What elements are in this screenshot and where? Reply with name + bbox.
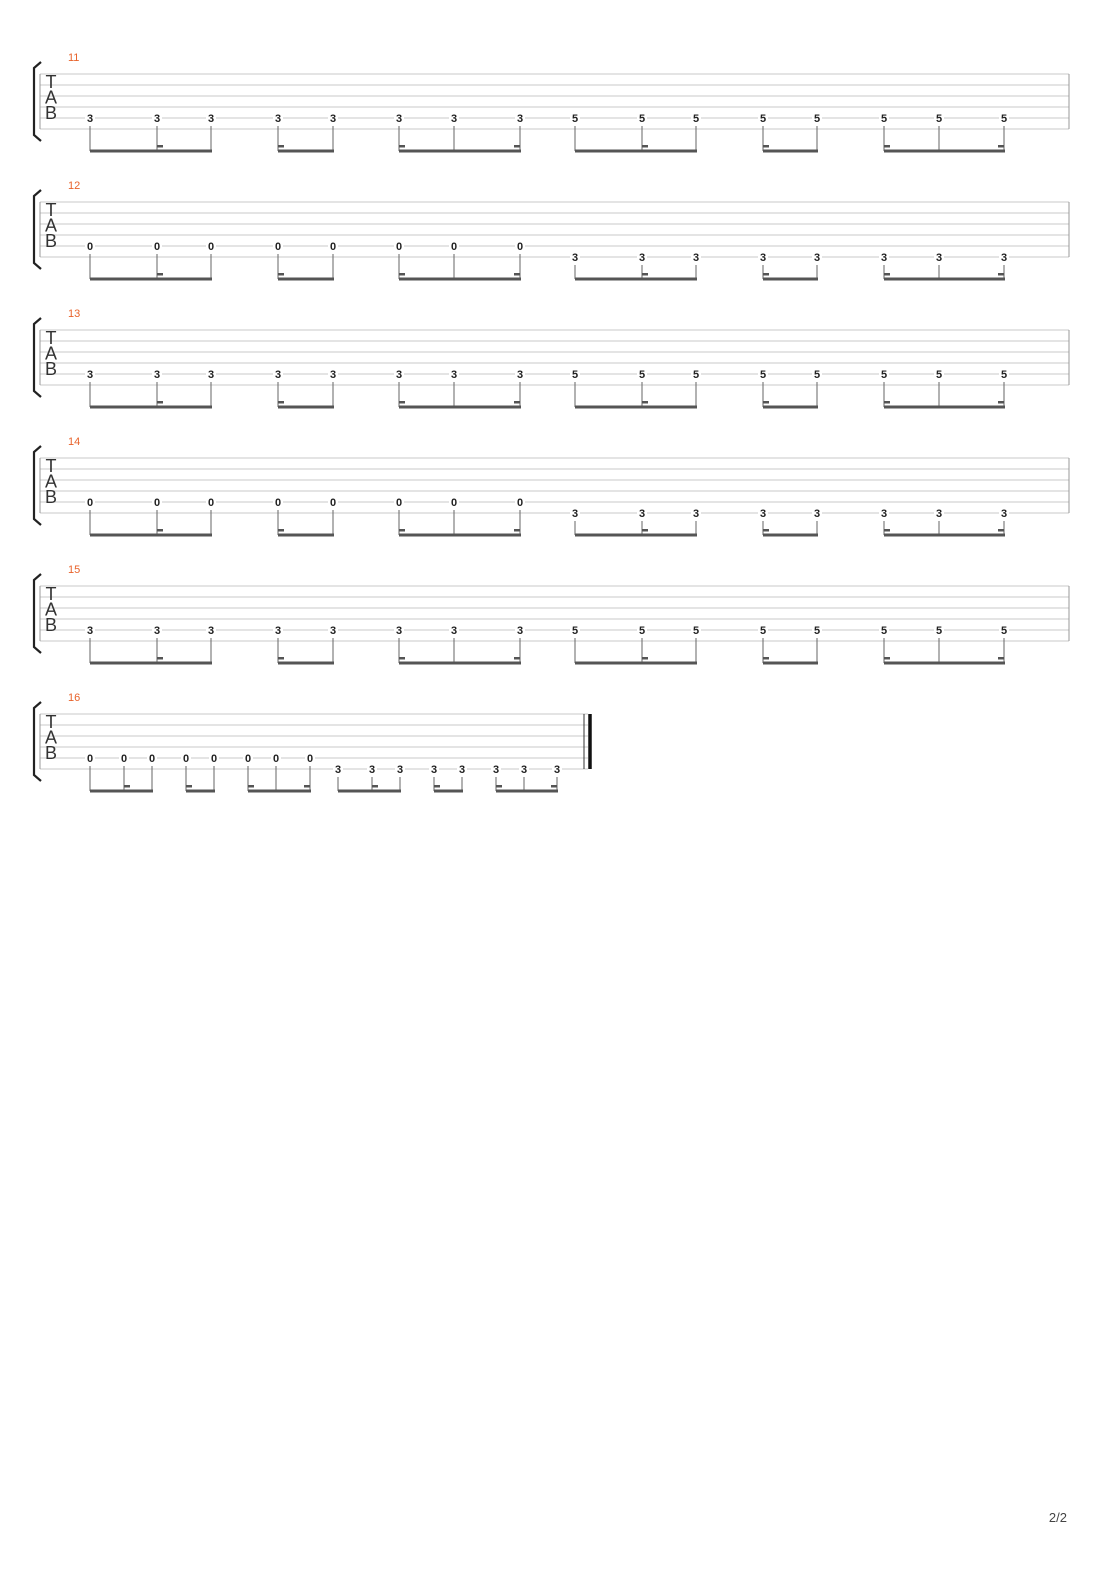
fret-number: 0 xyxy=(86,241,94,253)
tab-clef-letter: A xyxy=(44,471,58,492)
fret-number: 3 xyxy=(638,508,646,520)
beam-stub xyxy=(248,785,254,788)
fret-number: 0 xyxy=(182,753,190,765)
fret-number: 3 xyxy=(571,252,579,264)
tab-clef-letter: T xyxy=(45,72,57,92)
beam-stub xyxy=(998,529,1004,532)
beam xyxy=(575,662,697,665)
tab-clef-letter: B xyxy=(44,231,58,251)
beam xyxy=(338,790,401,793)
beam-stub xyxy=(496,785,502,788)
beam-stub xyxy=(551,785,557,788)
fret-number: 0 xyxy=(207,497,215,509)
beam xyxy=(90,406,212,409)
beam-stub xyxy=(157,657,163,660)
beam-stub xyxy=(304,785,310,788)
fret-number: 5 xyxy=(692,113,700,125)
fret-number: 3 xyxy=(759,252,767,264)
tab-clef-letter: B xyxy=(44,615,58,635)
beam-stub xyxy=(372,785,378,788)
beam-stub xyxy=(278,145,284,148)
tab-clef-letter: T xyxy=(45,328,57,348)
tab-clef-letter: B xyxy=(44,487,58,507)
tab-system xyxy=(34,308,1069,409)
tab-clef-letter: B xyxy=(44,103,58,123)
fret-number: 5 xyxy=(759,113,767,125)
fret-number: 0 xyxy=(244,753,252,765)
fret-number: 0 xyxy=(153,497,161,509)
beam xyxy=(278,278,334,281)
fret-number: 3 xyxy=(329,625,337,637)
measure-number: 16 xyxy=(68,692,81,704)
beam xyxy=(90,278,212,281)
beam xyxy=(763,150,818,153)
tab-system xyxy=(34,52,1069,153)
beam xyxy=(434,790,463,793)
fret-number: 3 xyxy=(274,625,282,637)
fret-number: 0 xyxy=(450,497,458,509)
fret-number: 3 xyxy=(395,369,403,381)
beam xyxy=(399,406,521,409)
fret-number: 5 xyxy=(759,369,767,381)
fret-number: 0 xyxy=(120,753,128,765)
beam-stub xyxy=(434,785,440,788)
fret-number: 0 xyxy=(153,241,161,253)
fret-number: 3 xyxy=(935,252,943,264)
fret-number: 3 xyxy=(274,369,282,381)
beam-stub xyxy=(763,145,769,148)
beam xyxy=(763,662,818,665)
beam xyxy=(575,406,697,409)
beam-stub xyxy=(642,145,648,148)
fret-number: 3 xyxy=(153,625,161,637)
tab-clef-letter: T xyxy=(45,712,57,732)
beam xyxy=(90,534,212,537)
fret-number: 0 xyxy=(210,753,218,765)
fret-number: 0 xyxy=(395,241,403,253)
beam xyxy=(248,790,311,793)
tab-clef-letter: B xyxy=(44,743,58,763)
fret-number: 3 xyxy=(1000,508,1008,520)
fret-number: 0 xyxy=(329,497,337,509)
beam xyxy=(278,534,334,537)
measure-number: 15 xyxy=(68,564,81,576)
fret-number: 3 xyxy=(153,113,161,125)
tab-clef-letter: T xyxy=(45,200,57,220)
fret-number: 0 xyxy=(516,241,524,253)
beam-stub xyxy=(763,273,769,276)
tab-clef-letter: A xyxy=(44,343,58,364)
fret-number: 3 xyxy=(880,508,888,520)
fret-number: 0 xyxy=(450,241,458,253)
fret-number: 0 xyxy=(207,241,215,253)
beam-stub xyxy=(763,401,769,404)
beam-stub xyxy=(514,273,520,276)
beam xyxy=(399,662,521,665)
fret-number: 3 xyxy=(759,508,767,520)
fret-number: 0 xyxy=(274,497,282,509)
fret-number: 3 xyxy=(395,625,403,637)
beam-stub xyxy=(642,273,648,276)
fret-number: 3 xyxy=(368,764,376,776)
measure-number: 13 xyxy=(68,308,81,320)
beam xyxy=(399,278,521,281)
tab-system xyxy=(34,692,590,793)
tab-clef-letter: T xyxy=(45,456,57,476)
fret-number: 5 xyxy=(935,113,943,125)
fret-number: 3 xyxy=(207,625,215,637)
beam-stub xyxy=(642,657,648,660)
beam-stub xyxy=(514,657,520,660)
fret-number: 3 xyxy=(274,113,282,125)
fret-number: 3 xyxy=(450,113,458,125)
fret-number: 0 xyxy=(274,241,282,253)
fret-number: 5 xyxy=(935,625,943,637)
fret-number: 3 xyxy=(520,764,528,776)
fret-number: 3 xyxy=(334,764,342,776)
beam xyxy=(90,150,212,153)
beam xyxy=(763,278,818,281)
beam-stub xyxy=(514,401,520,404)
beam xyxy=(186,790,215,793)
fret-number: 3 xyxy=(450,625,458,637)
measure-number: 14 xyxy=(68,436,81,448)
tab-system xyxy=(34,180,1069,281)
tab-clef-letter: B xyxy=(44,359,58,379)
fret-number: 3 xyxy=(450,369,458,381)
fret-number: 3 xyxy=(516,625,524,637)
beam xyxy=(278,662,334,665)
fret-number: 0 xyxy=(86,497,94,509)
beam-stub xyxy=(124,785,130,788)
tab-clef-letter: T xyxy=(45,584,57,604)
fret-number: 3 xyxy=(86,625,94,637)
beam-stub xyxy=(157,273,163,276)
beam-stub xyxy=(399,273,405,276)
fret-number: 0 xyxy=(395,497,403,509)
fret-number: 3 xyxy=(813,508,821,520)
fret-number: 3 xyxy=(207,369,215,381)
fret-number: 0 xyxy=(306,753,314,765)
beam-stub xyxy=(399,145,405,148)
beam-stub xyxy=(157,401,163,404)
fret-number: 5 xyxy=(880,369,888,381)
beam-stub xyxy=(514,145,520,148)
beam xyxy=(575,534,697,537)
fret-number: 5 xyxy=(692,625,700,637)
beam xyxy=(399,150,521,153)
fret-number: 3 xyxy=(692,252,700,264)
fret-number: 3 xyxy=(86,113,94,125)
fret-number: 5 xyxy=(692,369,700,381)
fret-number: 0 xyxy=(272,753,280,765)
beam-stub xyxy=(278,529,284,532)
fret-number: 5 xyxy=(813,113,821,125)
fret-number: 3 xyxy=(329,369,337,381)
fret-number: 3 xyxy=(1000,252,1008,264)
fret-number: 5 xyxy=(571,625,579,637)
beam-stub xyxy=(998,273,1004,276)
fret-number: 3 xyxy=(571,508,579,520)
beam xyxy=(884,534,1005,537)
fret-number: 0 xyxy=(329,241,337,253)
beam-stub xyxy=(399,401,405,404)
page-number: 2/2 xyxy=(1048,1510,1067,1525)
fret-number: 0 xyxy=(148,753,156,765)
beam-stub xyxy=(157,145,163,148)
beam-stub xyxy=(763,657,769,660)
fret-number: 3 xyxy=(638,252,646,264)
fret-number: 5 xyxy=(759,625,767,637)
beam-stub xyxy=(998,401,1004,404)
beam xyxy=(884,662,1005,665)
fret-number: 5 xyxy=(1000,113,1008,125)
fret-number: 3 xyxy=(516,113,524,125)
fret-number: 3 xyxy=(935,508,943,520)
beam-stub xyxy=(884,273,890,276)
beam xyxy=(884,150,1005,153)
fret-number: 3 xyxy=(86,369,94,381)
fret-number: 3 xyxy=(492,764,500,776)
fret-number: 5 xyxy=(1000,369,1008,381)
fret-number: 3 xyxy=(430,764,438,776)
tab-clef-letter: A xyxy=(44,215,58,236)
fret-number: 5 xyxy=(880,113,888,125)
beam-stub xyxy=(642,401,648,404)
fret-number: 3 xyxy=(516,369,524,381)
measure-number: 11 xyxy=(68,52,80,64)
beam-stub xyxy=(884,145,890,148)
fret-number: 5 xyxy=(813,369,821,381)
beam xyxy=(399,534,521,537)
fret-number: 0 xyxy=(516,497,524,509)
fret-number: 5 xyxy=(638,625,646,637)
tab-clef-letter: A xyxy=(44,727,58,748)
beam xyxy=(763,534,818,537)
beam-stub xyxy=(763,529,769,532)
tab-system xyxy=(34,564,1069,665)
beam-stub xyxy=(884,529,890,532)
fret-number: 5 xyxy=(571,369,579,381)
fret-number: 5 xyxy=(638,113,646,125)
beam-stub xyxy=(884,401,890,404)
beam xyxy=(575,150,697,153)
beam xyxy=(278,150,334,153)
beam-stub xyxy=(278,273,284,276)
fret-number: 3 xyxy=(396,764,404,776)
fret-number: 5 xyxy=(638,369,646,381)
beam-stub xyxy=(399,657,405,660)
tab-clef-letter: A xyxy=(44,87,58,108)
beam-stub xyxy=(998,657,1004,660)
beam-stub xyxy=(157,529,163,532)
fret-number: 5 xyxy=(880,625,888,637)
fret-number: 3 xyxy=(692,508,700,520)
beam xyxy=(90,662,212,665)
beam-stub xyxy=(399,529,405,532)
fret-number: 3 xyxy=(813,252,821,264)
fret-number: 3 xyxy=(153,369,161,381)
fret-number: 5 xyxy=(935,369,943,381)
fret-number: 3 xyxy=(553,764,561,776)
beam xyxy=(575,278,697,281)
fret-number: 3 xyxy=(329,113,337,125)
fret-number: 3 xyxy=(880,252,888,264)
fret-number: 5 xyxy=(813,625,821,637)
beam xyxy=(496,790,558,793)
beam-stub xyxy=(998,145,1004,148)
tab-clef-letter: A xyxy=(44,599,58,620)
beam xyxy=(90,790,153,793)
beam-stub xyxy=(884,657,890,660)
beam-stub xyxy=(514,529,520,532)
fret-number: 3 xyxy=(395,113,403,125)
beam xyxy=(763,406,818,409)
measure-number: 12 xyxy=(68,180,81,192)
fret-number: 3 xyxy=(458,764,466,776)
fret-number: 5 xyxy=(571,113,579,125)
tab-system xyxy=(34,436,1069,537)
beam-stub xyxy=(186,785,192,788)
beam xyxy=(278,406,334,409)
fret-number: 0 xyxy=(86,753,94,765)
beam xyxy=(884,406,1005,409)
fret-number: 5 xyxy=(1000,625,1008,637)
fret-number: 3 xyxy=(207,113,215,125)
beam xyxy=(884,278,1005,281)
beam-stub xyxy=(642,529,648,532)
beam-stub xyxy=(278,401,284,404)
beam-stub xyxy=(278,657,284,660)
